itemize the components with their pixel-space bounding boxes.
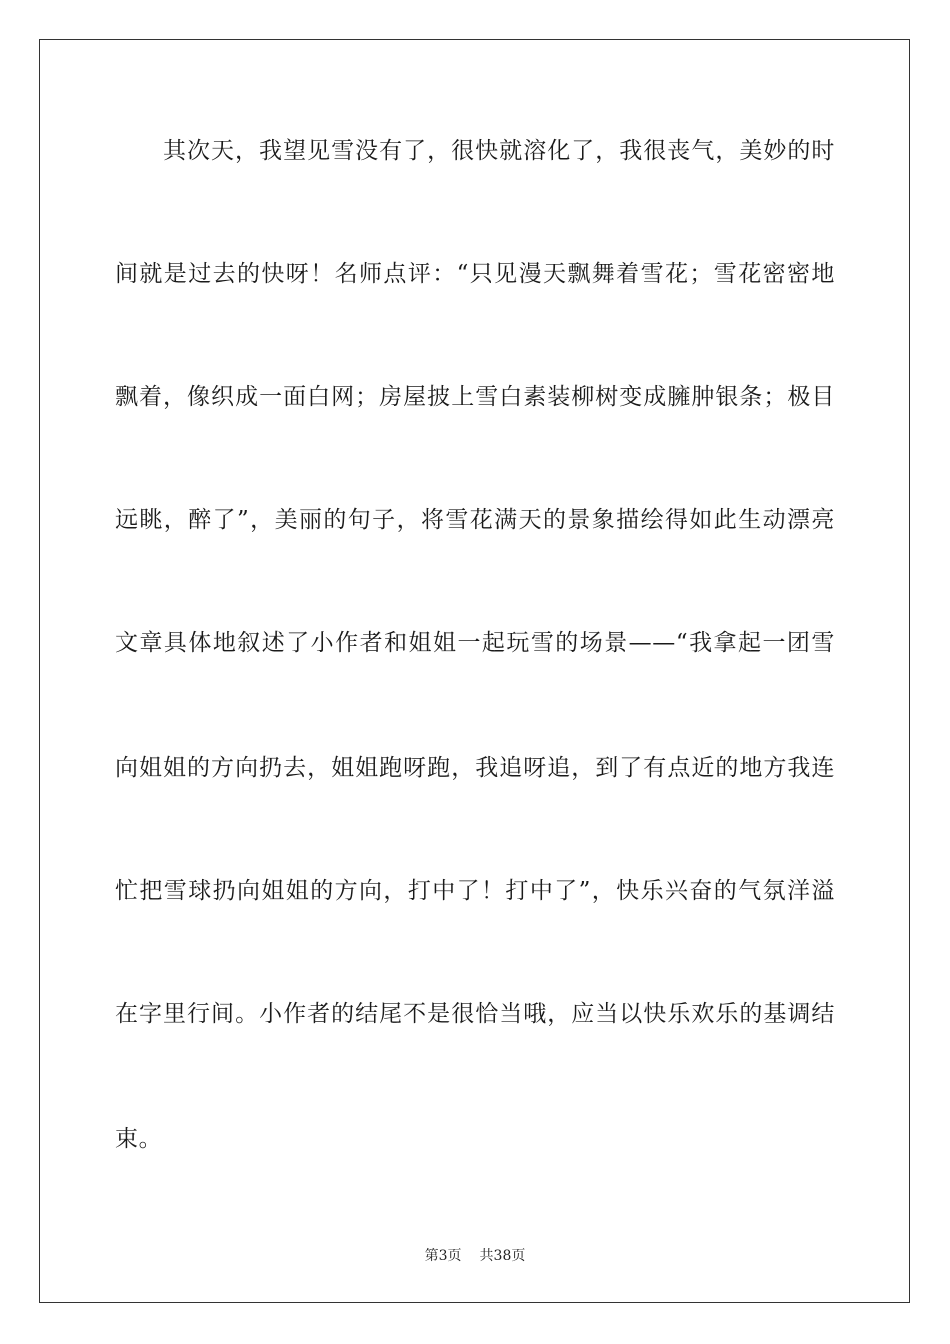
paragraph-line-8: 在字里行间。小作者的结尾不是很恰当哦，应当以快乐欢乐的基调结: [115, 1001, 835, 1027]
paragraph-line-4: 远眺，醉了”，美丽的句子，将雪花满天的景象描绘得如此生动漂亮: [115, 507, 835, 533]
paragraph-line-1: 其次天，我望见雪没有了，很快就溶化了，我很丧气，美妙的时: [163, 138, 835, 164]
total-page-count: 共38页: [479, 1248, 526, 1264]
paragraph-line-9: 束。: [115, 1126, 163, 1152]
page-footer: [0, 1247, 950, 1265]
paragraph-line-7: 忙把雪球扔向姐姐的方向，打中了！打中了”，快乐兴奋的气氛洋溢: [115, 878, 835, 904]
paragraph-line-3: 飘着，像织成一面白网；房屋披上雪白素装柳树变成臃肿银条；极目: [115, 384, 835, 410]
current-page-number: 第3页: [424, 1248, 462, 1264]
paragraph-line-5: 文章具体地叙述了小作者和姐姐一起玩雪的场景——“我拿起一团雪: [115, 630, 835, 656]
paragraph-line-6: 向姐姐的方向扔去，姐姐跑呀跑，我追呀追，到了有点近的地方我连: [115, 755, 835, 781]
page-border: [39, 39, 910, 1303]
paragraph-line-2: 间就是过去的快呀！名师点评：“只见漫天飘舞着雪花；雪花密密地: [115, 261, 835, 287]
